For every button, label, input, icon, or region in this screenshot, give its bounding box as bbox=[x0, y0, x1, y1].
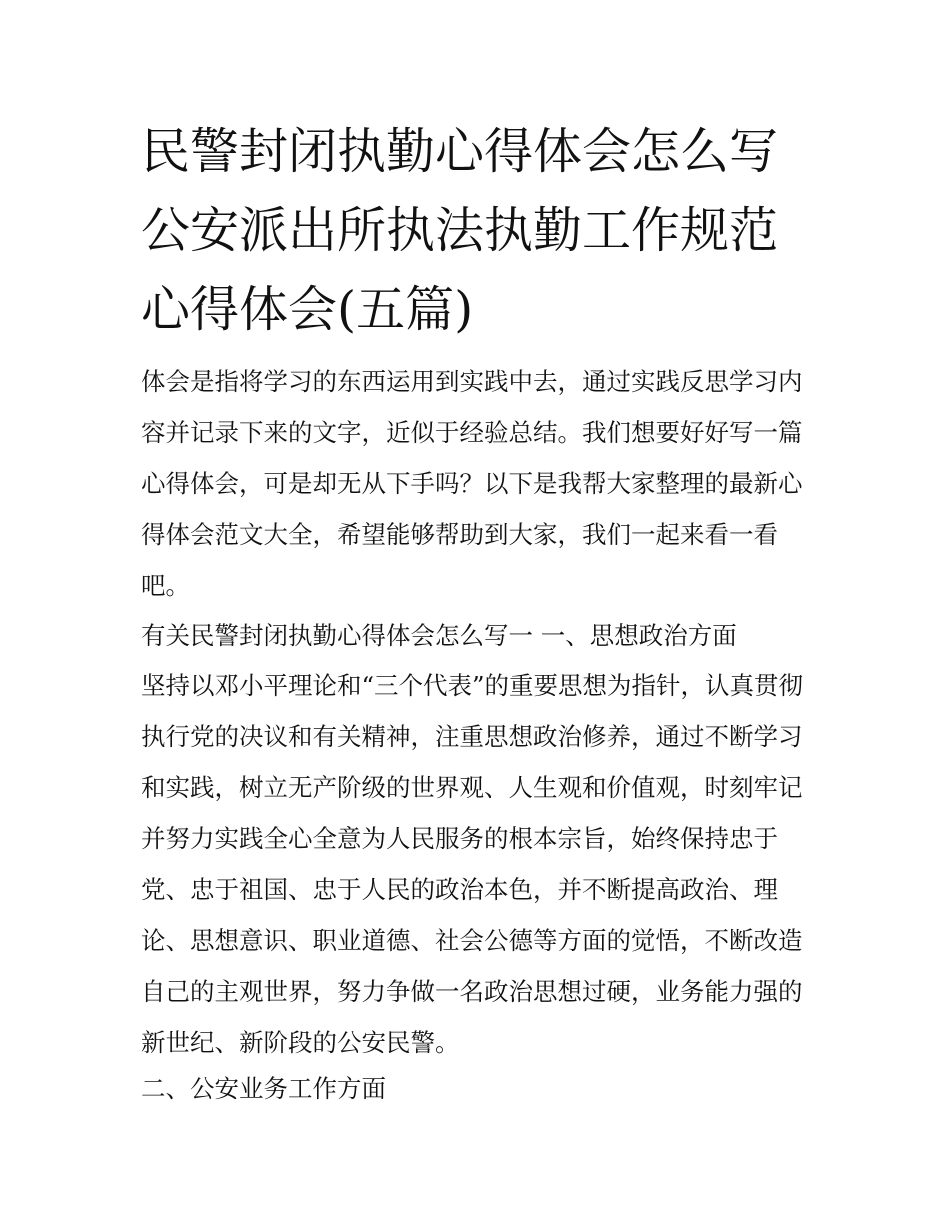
title-line: 心得体会(五篇) bbox=[141, 281, 474, 338]
text-line: 自己的主观世界，努力争做一名政治思想过硬，业务能力强的 bbox=[141, 977, 803, 1006]
text-line: 新世纪、新阶段的公安民警。 bbox=[141, 1028, 460, 1057]
text-line: 二、公安业务工作方面 bbox=[141, 1074, 386, 1103]
text-line: 有关民警封闭执勤心得体会怎么写一 一、思想政治方面 bbox=[141, 621, 737, 650]
section-heading bbox=[141, 610, 821, 661]
next-section-heading bbox=[141, 1063, 821, 1114]
intro-paragraph bbox=[141, 356, 821, 611]
text-line: 得体会范文大全，希望能够帮助到大家，我们一起来看一看 bbox=[141, 520, 778, 549]
title-line: 公安派出所执法执勤工作规范 bbox=[141, 202, 779, 259]
section-paragraph bbox=[141, 660, 821, 1068]
text-line: 党、忠于祖国、忠于人民的政治本色，并不断提高政治、理 bbox=[141, 875, 778, 904]
text-line: 吧。 bbox=[141, 571, 190, 600]
text-line: 体会是指将学习的东西运用到实践中去，通过实践反思学习内 bbox=[141, 367, 803, 396]
text-line: 执行党的决议和有关精神，注重思想政治修养，通过不断学习 bbox=[141, 722, 803, 751]
title-line: 民警封闭执勤心得体会怎么写 bbox=[141, 123, 779, 180]
text-line: 并努力实践全心全意为人民服务的根本宗旨，始终保持忠于 bbox=[141, 824, 778, 853]
text-line: 心得体会，可是却无从下手吗？以下是我帮大家整理的最新心 bbox=[141, 469, 803, 498]
text-line: 论、思想意识、职业道德、社会公德等方面的觉悟，不断改造 bbox=[141, 926, 803, 955]
text-line: 和实践，树立无产阶级的世界观、人生观和价值观，时刻牢记 bbox=[141, 773, 803, 802]
text-line: 坚持以邓小平理论和“三个代表”的重要思想为指针，认真贯彻 bbox=[141, 671, 804, 700]
text-line: 容并记录下来的文字，近似于经验总结。我们想要好好写一篇 bbox=[141, 418, 803, 447]
document-title bbox=[141, 112, 821, 349]
